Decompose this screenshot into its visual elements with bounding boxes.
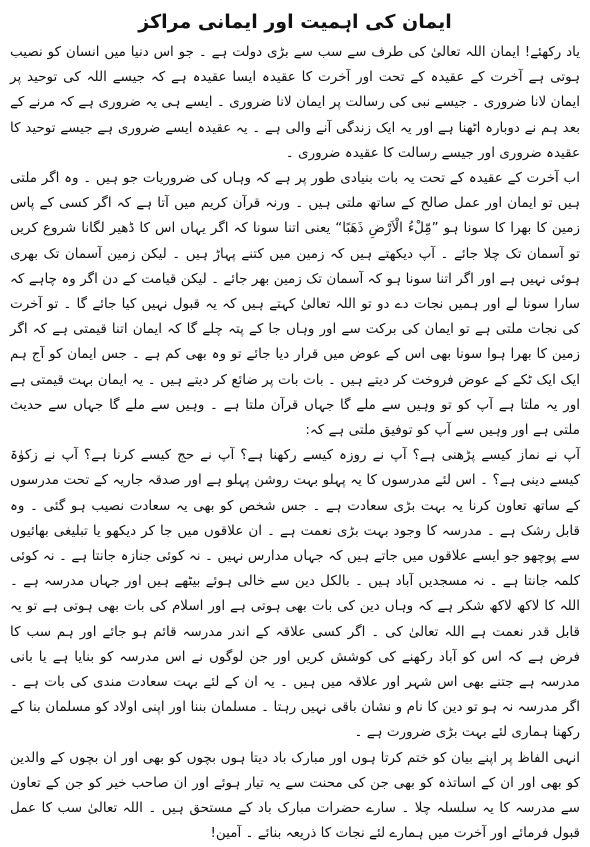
article-body [10,40,580,847]
article-title: ایمان کی اہمیت اور ایمانی مراکز [138,11,452,33]
paragraph-1: یاد رکھئے! ایمان اللہ تعالیٰ کی طرف سے سب سے بڑی دولت ہے ۔ جو اس دنیا میں انسان کو نصیب ہوتی ہے آخرت کے عقیدہ کے تحت اور آخرت کا عقیدہ ایسا عقیدہ ہے کہ جیسے اللہ کی توحید پر ایمان لانا ضروری ۔ جیسے نبی کی رسالت پر ایمان لانا ضروری ۔ ایسے ہی یہ ضروری ہے کہ مرنے کے بعد ہم نے دوبارہ اٹھنا ہے اور یہ ایک زندگی آنے والی ہے ۔ یہ عقیدہ ایسے ضروری ہے جیسے توحید کا عقیدہ ضروری اور جیسے رسالت کا عقیدہ ضروری ۔ [10,44,580,161]
paragraph-3: آپ نے نماز کیسے پڑھنی ہے؟ آپ نے روزہ کیسے رکھنا ہے؟ آپ نے حج کیسے کرنا ہے؟ آپ نے زکوٰۃ کیسے دینی ہے؟ ۔ اس لئے مدرسوں کا یہ پہلو بہت روشن پہلو ہے اور صدقہ جاریہ کے تحت مدرسوں کے ساتھ تعاون کرنا یہ بہت بڑی سعادت ہے ۔ جس شخص کو بھی یہ سعادت نصیب ہو گئی ۔ وہ قابل رشک ہے ۔ مدرسہ کا وجود بہت بڑی نعمت ہے ۔ ان علاقوں میں جا کر دیکھو یا تبلیغی بھائیوں سے پوچھو جو ایسے علاقوں میں جاتے ہیں کہ جہاں مدارس نہیں ۔ نہ کوئی جنازہ جانتا ہے ۔ نہ کوئی کلمہ جانتا ہے ۔ نہ مسجدیں آباد ہیں ۔ بالکل دین سے خالی ہوئے بیٹھے ہیں اور جہاں مدرسہ ہے ۔ اللہ کا لاکھ لاکھ شکر ہے کہ وہاں دین کی بات بھی ہوتی ہے اور اسلام کی بات بھی ہوتی ہے تو یہ قابل قدر نعمت ہے اللہ تعالیٰ کی ۔ اگر کسی علاقہ کے اندر مدرسہ قائم ہو جائے اور ہم سب کا فرض ہے کہ اس کو آباد رکھنے کی کوشش کریں اور جن لوگوں نے اس مدرسہ کو بنایا ہے یا بانی مدرسہ ہے جتنے بھی اس شہر اور علاقہ میں ہیں ۔ یہ ان کے لئے بہت سعادت مندی کی بات ہے ۔ اگر مدرسہ نہ ہو تو دین کا نام و نشان باقی نہیں رہتا ۔ مسلمان بننا اور اپنی اولاد کو مسلمان بنا کے رکھنا ہماری لئے بہت بڑی ضرورت ہے ۔ [10,447,580,741]
paragraph-4: انہی الفاظ پر اپنے بیان کو ختم کرتا ہوں اور مبارک باد دیتا ہوں بچوں کو بھی اور ان بچوں کے والدین کو بھی اور ان کے اساتذہ کو بھی جن کی محنت سے یہ تیار ہوئے اور ان صاحب خیر کو جن کے تعاون سے مدرسہ کا یہ سلسلہ چلا ۔ سارے حضرات مبارک باد کے مستحق ہیں ۔ اللہ تعالیٰ سب کا عمل قبول فرمائے اور آخرت میں ہمارے لئے نجات کا ذریعہ بنائے ۔ آمین! [10,749,580,842]
paragraph-2: اب آخرت کے عقیدہ کے تحت یہ بات بنیادی طور پر ہے کہ وہاں کی ضروریات جو ہیں ۔ وہ اگر ملتی ہیں تو ایمان اور عمل صالح کے ساتھ ملتی ہیں ۔ ورنہ قرآن کریم میں آتا ہے کہ اگر کسی کے پاس زمین کا بھرا کا سونا ہو ”مِّلْءُ الْاَرْضِ ذَهَبًا“ یعنی اتنا سونا کہ اگر یہاں اس کا ڈھیر لگانا شروع کریں تو آسمان تک چلا جائے ۔ آپ دیکھتے ہیں کہ زمین میں کتنے پہاڑ ہیں ۔ لیکن زمین آسمان تک بھری ہوئی نہیں ہے اور اگر اتنا سونا ہو کہ آسمان تک زمین بھر جائے ۔ لیکن قیامت کے دن اگر وہ چاہے کہ سارا سونا لے اور ہمیں نجات دے دو تو اللہ تعالیٰ کہتے ہیں کہ یہ قبول نہیں کیا جائے گا ۔ تو آخرت کی نجات ملتی ہے تو ایمان کی برکت سے اور وہاں جا کے پتہ چلے گا کہ ایمان اتنا قیمتی ہے کہ اگر زمین کا بھرا ہوا سونا بھی اس کے عوض میں قرار دیا جائے تو وہ بھی کم ہے ۔ جس ایمان کو آج ہم ایک ایک ٹکے کے عوض فروخت کر دیتے ہیں ۔ بات بات پر ضائع کر دیتے ہیں ۔ یہ ایمان بہت قیمتی ہے اور یہ ملتا ہے آپ کو تو وہیں سے ملے گا جہاں قرآن ملتا ہے ۔ وہیں سے ملے گا جہاں سے حدیث ملتی ہے اور وہیں سے آپ کو توفیق ملتی ہے کہ: [10,170,580,439]
